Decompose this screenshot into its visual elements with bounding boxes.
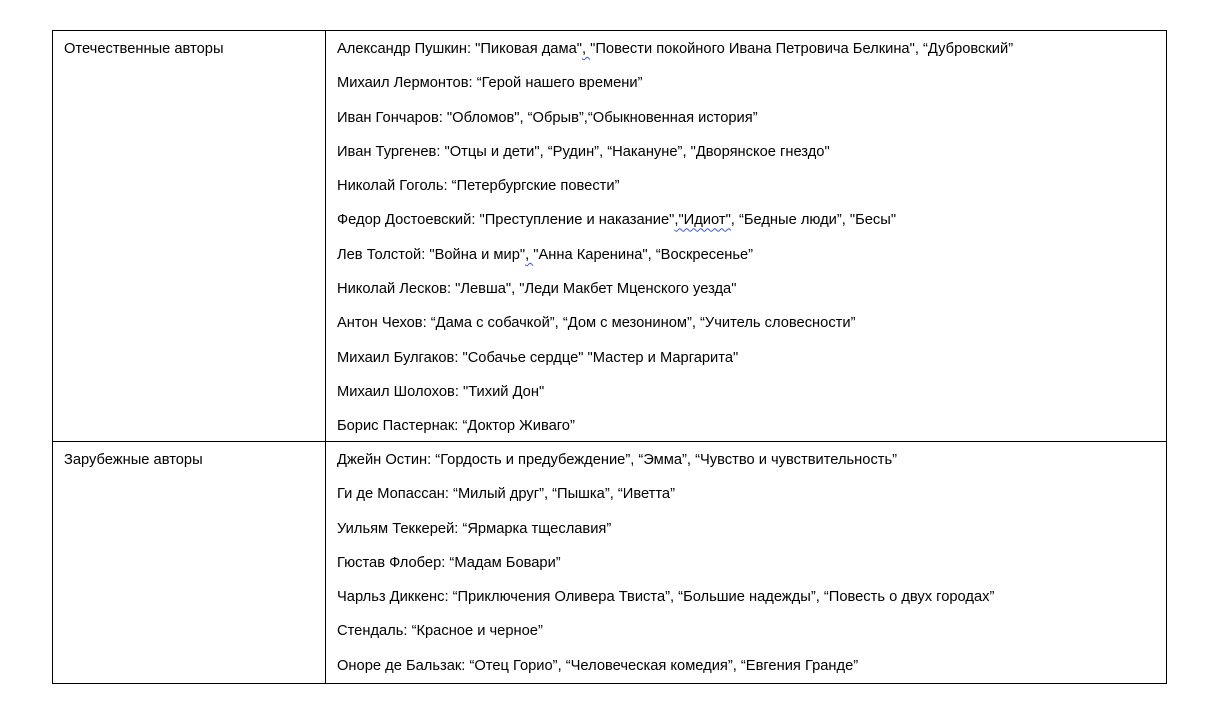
- category-label: Отечественные авторы: [64, 41, 224, 57]
- author-line[interactable]: [337, 314, 1154, 334]
- author-line[interactable]: [337, 211, 1154, 231]
- line-segment: "Повести покойного Ивана Петровича Белкина", “Дубровский”: [590, 41, 1014, 57]
- category-cell-domestic[interactable]: [53, 31, 326, 441]
- line-segment: Александр Пушкин: "Пиковая дама": [337, 41, 582, 57]
- author-line[interactable]: [337, 280, 1154, 300]
- author-line[interactable]: [337, 109, 1154, 129]
- line-segment: Борис Пастернак: “Доктор Живаго”: [337, 418, 575, 435]
- line-segment: Лев Толстой: "Война и мир": [337, 246, 526, 263]
- line-segment: Михаил Булгаков: "Собачье сердце" "Мастер и Маргарита": [337, 349, 739, 366]
- works-cell-domestic[interactable]: [326, 31, 1166, 441]
- author-line[interactable]: [337, 349, 1154, 369]
- line-segment: Стендаль: “Красное и черное”: [337, 623, 543, 640]
- line-segment: Гюстав Флобер: “Мадам Бовари”: [337, 554, 561, 571]
- line-segment: Николай Лесков: "Левша", "Леди Макбет Мценского уезда": [337, 281, 737, 298]
- author-line[interactable]: [337, 657, 1154, 677]
- author-line[interactable]: [337, 74, 1154, 94]
- line-segment: Иван Гончаров: "Обломов", “Обрыв”,“Обыкновенная история”: [337, 109, 758, 126]
- author-line[interactable]: [337, 588, 1154, 608]
- line-segment: , “Бедные люди”, "Бесы": [730, 212, 897, 229]
- authors-table: [52, 30, 1167, 684]
- author-line[interactable]: [337, 40, 1154, 60]
- author-line[interactable]: [337, 622, 1154, 642]
- table-row-domestic-authors: [53, 31, 1166, 441]
- line-segment: Ги де Мопассан: “Милый друг”, “Пышка”, “Иветта”: [337, 486, 675, 503]
- works-cell-foreign[interactable]: [326, 442, 1166, 683]
- author-line[interactable]: [337, 520, 1154, 540]
- line-segment: Антон Чехов: “Дама с собачкой”, “Дом с мезонином”, “Учитель словесности”: [337, 315, 856, 332]
- line-segment: Михаил Лермонтов: “Герой нашего времени”: [337, 75, 643, 92]
- line-segment: Оноре де Бальзак: “Отец Горио”, “Человеческая комедия”, “Евгения Гранде”: [337, 657, 859, 674]
- line-segment: Иван Тургенев: "Отцы и дети", “Рудин”, “Накануне”, "Дворянское гнездо": [337, 143, 830, 160]
- spellcheck-squiggle[interactable]: ,: [525, 246, 534, 263]
- author-line[interactable]: [337, 554, 1154, 574]
- category-label: Зарубежные авторы: [64, 452, 203, 468]
- line-segment: Михаил Шолохов: "Тихий Дон": [337, 383, 545, 400]
- line-segment: Уильям Теккерей: “Ярмарка тщеславия”: [337, 520, 612, 537]
- author-line[interactable]: [337, 451, 1154, 471]
- author-line[interactable]: [337, 417, 1154, 437]
- spellcheck-squiggle[interactable]: ,"Идиот": [674, 212, 731, 229]
- line-segment: Николай Гоголь: “Петербургские повести”: [337, 178, 620, 195]
- line-segment: "Анна Каренина", “Воскресенье”: [533, 246, 754, 263]
- table-row-foreign-authors: [53, 441, 1166, 683]
- line-segment: Федор Достоевский: "Преступление и наказание": [337, 212, 675, 229]
- author-line[interactable]: [337, 143, 1154, 163]
- spellcheck-squiggle[interactable]: ,: [581, 41, 591, 57]
- line-segment: Джейн Остин: “Гордость и предубеждение”, “Эмма”, “Чувство и чувствительность”: [337, 452, 898, 468]
- category-cell-foreign[interactable]: [53, 442, 326, 683]
- author-line[interactable]: [337, 177, 1154, 197]
- author-line[interactable]: [337, 383, 1154, 403]
- author-line[interactable]: [337, 246, 1154, 266]
- author-line[interactable]: [337, 485, 1154, 505]
- line-segment: Чарльз Диккенс: “Приключения Оливера Твиста”, “Большие надежды”, “Повесть о двух городах”: [337, 589, 995, 606]
